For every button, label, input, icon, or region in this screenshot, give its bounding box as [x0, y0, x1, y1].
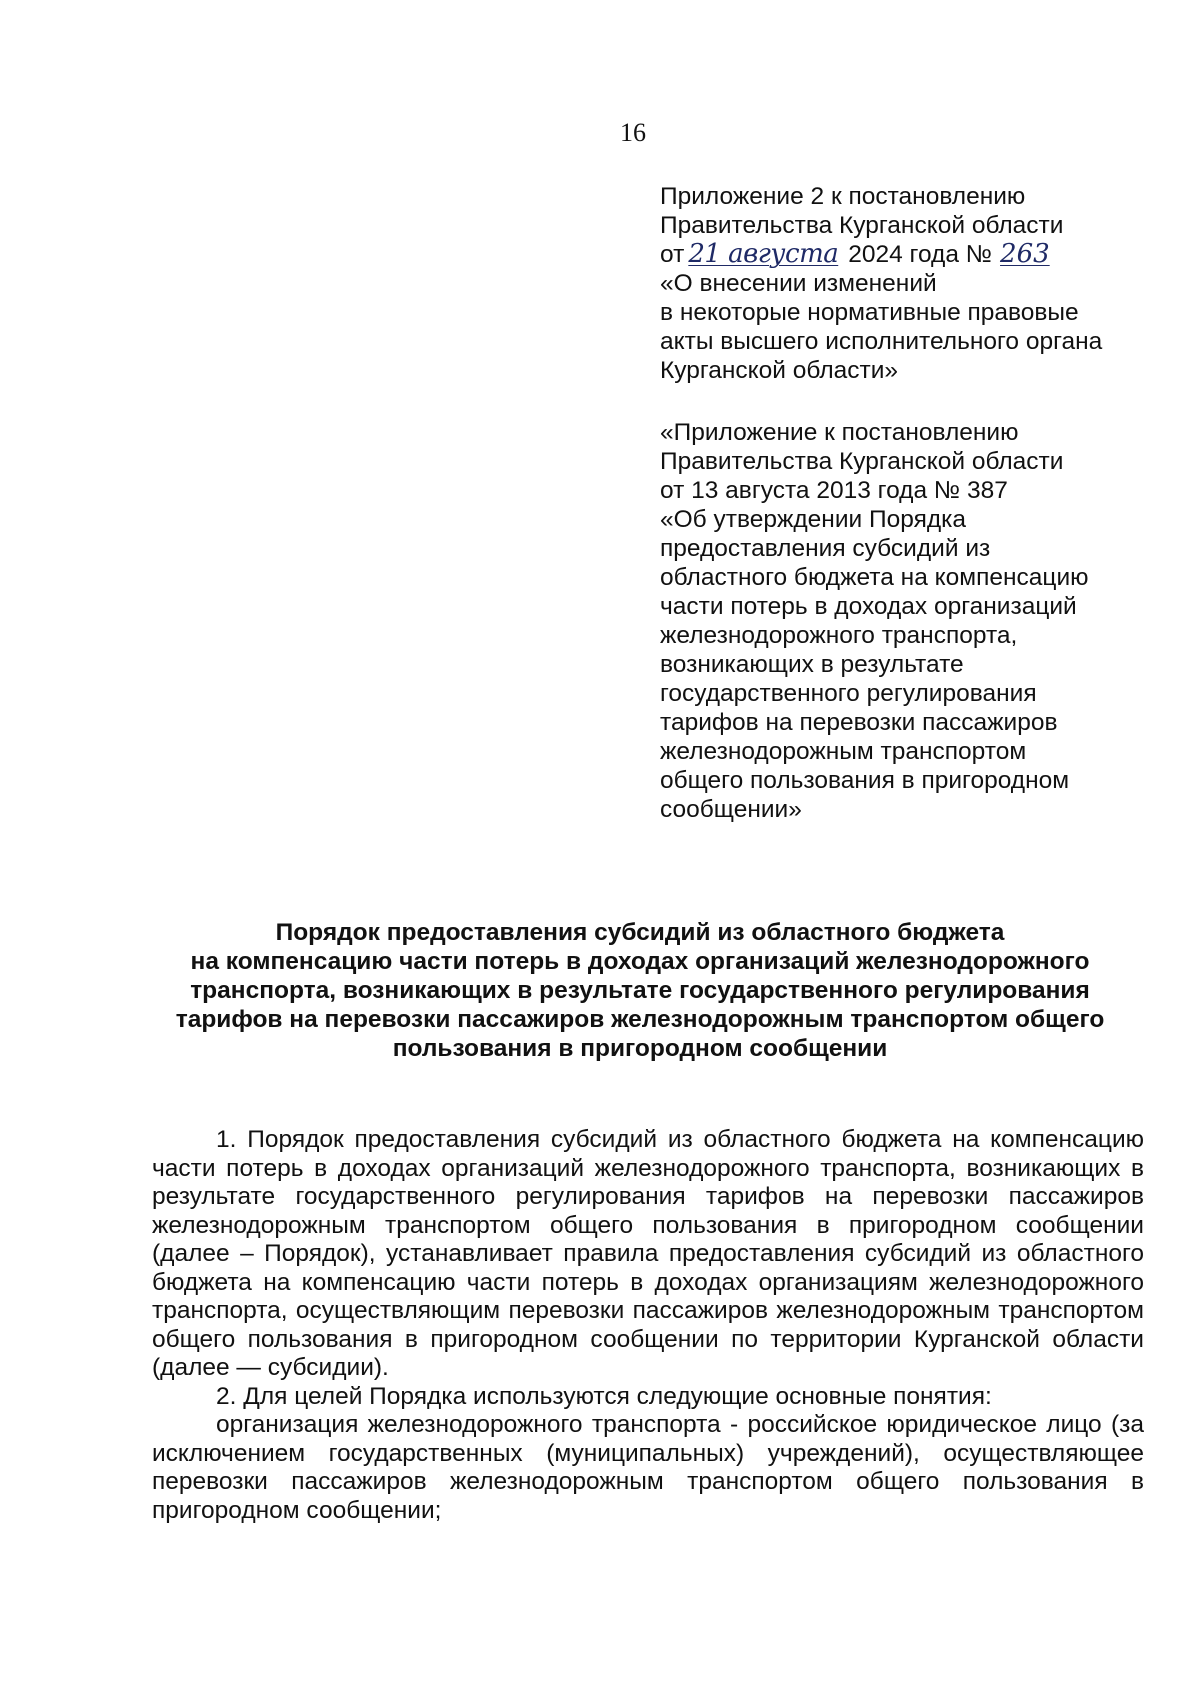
paragraph-3: организация железнодорожного транспорта - российское юридическое лицо (за исключением государственных (муниципальных) учреждений), осуществляющее перевозки пассажиров железнодорожным транспортом общего пользования в пригородном сообщении; [152, 1411, 1144, 1524]
paragraph-1: 1. Порядок предоставления субсидий из областного бюджета на компенсацию части потерь в доходах организаций железнодорожного транспорта, возникающих в результате государственного регулирования тарифов на перевозки пассажиров железнодорожным транспортом общего пользования в пригородном сообщении (далее – Порядок), устанавливает правила предоставления субсидий из областного бюджета на компенсацию части потерь в доходах организациям железнодорожного транспорта, осуществляющим перевозки пассажиров железнодорожным транспортом общего пользования в пригородном сообщении по территории Курганской области (далее — субсидии). [152, 1126, 1144, 1381]
appendix-line: «О внесении изменений [660, 270, 937, 297]
date-prefix: от [660, 241, 685, 268]
appendix-line: Правительства Курганской области [660, 212, 1064, 239]
original-appendix-line: части потерь в доходах организаций [660, 593, 1077, 620]
original-appendix-line: Правительства Курганской области [660, 448, 1064, 475]
title-line: пользования в пригородном сообщении [392, 1035, 888, 1062]
year-text: 2024 года № [848, 241, 993, 268]
original-appendix-line: тарифов на перевозки пассажиров [660, 709, 1058, 736]
title-line: на компенсацию части потерь в доходах организаций железнодорожного [190, 948, 1090, 975]
title-line: Порядок предоставления субсидий из областного бюджета [275, 919, 1005, 946]
original-appendix-line: от 13 августа 2013 года № 387 [660, 477, 1008, 504]
appendix-line: в некоторые нормативные правовые [660, 299, 1079, 326]
title-line: тарифов на перевозки пассажиров железнодорожным транспортом общего [175, 1006, 1105, 1033]
original-appendix-line: предоставления субсидий из [660, 535, 991, 562]
appendix-header [660, 182, 1130, 385]
original-appendix-line: государственного регулирования [660, 680, 1037, 707]
original-appendix-line: общего пользования в пригородном [660, 767, 1070, 794]
title-line: транспорта, возникающих в результате государственного регулирования [190, 977, 1090, 1004]
handwritten-date: 21 августа [688, 239, 839, 269]
original-appendix-line: сообщении» [660, 796, 802, 823]
document-title [140, 918, 1140, 1063]
original-appendix-line: железнодорожного транспорта, [660, 622, 1018, 649]
paragraph-2: 2. Для целей Порядка используются следующие основные понятия: [216, 1382, 992, 1410]
appendix-line: Курганской области» [660, 357, 899, 384]
original-appendix-line: «Приложение к постановлению [660, 419, 1019, 446]
original-appendix-header [660, 418, 1130, 824]
document-body [152, 1126, 1144, 1525]
appendix-line: акты высшего исполнительного органа [660, 328, 1103, 355]
appendix-line: Приложение 2 к постановлению [660, 183, 1026, 210]
original-appendix-line: областного бюджета на компенсацию [660, 564, 1089, 591]
page-number: 16 [620, 118, 646, 147]
appendix-date-line [660, 240, 1130, 269]
original-appendix-line: железнодорожным транспортом [660, 738, 1027, 765]
original-appendix-line: возникающих в результате [660, 651, 964, 678]
handwritten-number: 263 [1000, 239, 1050, 269]
original-appendix-line: «Об утверждении Порядка [660, 506, 967, 533]
